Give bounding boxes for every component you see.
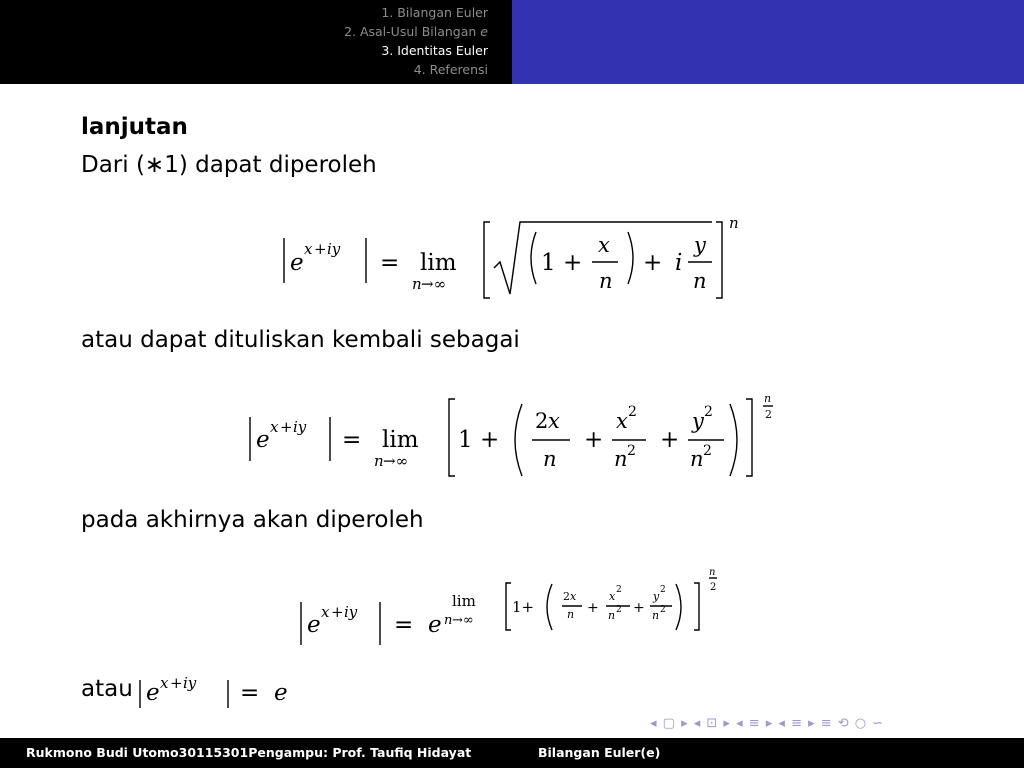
- svg-text:n: n: [543, 447, 557, 471]
- svg-text:2: 2: [616, 585, 622, 595]
- svg-text:2: 2: [660, 605, 666, 615]
- svg-text:lim: lim: [452, 592, 476, 610]
- footer-right: [512, 738, 1024, 768]
- svg-text:x: x: [548, 409, 560, 433]
- paragraph-4-text: atau: [81, 676, 133, 702]
- footer-left: [0, 738, 512, 768]
- svg-text:n: n: [729, 214, 739, 232]
- svg-text:e: e: [274, 680, 288, 706]
- nav-section-2-e: e: [480, 24, 488, 39]
- svg-text:n: n: [567, 608, 575, 621]
- svg-text:2: 2: [628, 404, 637, 420]
- svg-text:=: =: [240, 680, 260, 706]
- svg-text:e: e: [290, 250, 304, 276]
- svg-text:n: n: [764, 392, 772, 405]
- svg-text:e: e: [256, 427, 270, 453]
- svg-text:n: n: [608, 609, 616, 622]
- paragraph-3: pada akhirnya akan diperoleh: [81, 507, 424, 533]
- svg-text:iy: iy: [293, 418, 307, 436]
- beamer-nav-symbols[interactable]: ◂ ▢ ▸ ◂ ⊡ ▸ ◂ ≡ ▸ ◂ ≡ ▸ ≡ ⟲ ○ ∽: [650, 716, 885, 731]
- svg-text:2: 2: [765, 408, 772, 421]
- svg-text:2: 2: [710, 582, 717, 593]
- footer-author: Rukmono Budi Utomo30115301Pengampu: Prof. Taufiq Hidayat: [26, 745, 472, 760]
- svg-text:n: n: [412, 275, 422, 293]
- svg-text:n: n: [599, 269, 613, 293]
- svg-text:+: +: [170, 674, 183, 692]
- svg-text:+: +: [643, 250, 663, 276]
- svg-text:y: y: [694, 233, 706, 257]
- svg-text:2: 2: [563, 590, 570, 603]
- paragraph-1: Dari (∗1) dapat diperoleh: [81, 152, 377, 178]
- svg-text:2: 2: [703, 443, 712, 459]
- svg-text:+: +: [280, 418, 293, 436]
- svg-text:+: +: [660, 427, 680, 453]
- nav-section-3[interactable]: 3. Identitas Euler: [381, 43, 488, 58]
- svg-text:2: 2: [627, 443, 636, 459]
- svg-text:=: =: [394, 612, 414, 638]
- svg-text:+: +: [633, 600, 645, 616]
- svg-text:iy: iy: [344, 603, 358, 621]
- nav-section-4[interactable]: 4. Referensi: [413, 62, 488, 77]
- svg-text:=: =: [342, 427, 362, 453]
- svg-text:x: x: [160, 674, 169, 692]
- svg-text:lim: lim: [382, 427, 419, 453]
- svg-text:iy: iy: [327, 240, 341, 258]
- paragraph-2: atau dapat dituliskan kembali sebagai: [81, 327, 520, 353]
- svg-text:n: n: [690, 447, 704, 471]
- svg-text:x: x: [598, 233, 610, 257]
- svg-text:+: +: [584, 427, 604, 453]
- svg-text:2: 2: [616, 605, 622, 615]
- svg-text:x: x: [609, 590, 616, 603]
- svg-text:+: +: [331, 603, 344, 621]
- svg-text:n: n: [614, 447, 628, 471]
- svg-text:y: y: [653, 590, 660, 603]
- svg-text:x: x: [570, 590, 577, 603]
- svg-text:2: 2: [660, 585, 666, 595]
- svg-text:lim: lim: [420, 250, 457, 276]
- nav-section-1[interactable]: 1. Bilangan Euler: [381, 5, 488, 20]
- svg-text:n: n: [374, 452, 384, 470]
- svg-text:2: 2: [704, 404, 713, 420]
- footer-title: Bilangan Euler(e): [538, 745, 661, 760]
- svg-text:=: =: [380, 250, 400, 276]
- svg-text:→∞: →∞: [421, 275, 447, 293]
- frame-title: lanjutan: [81, 114, 188, 140]
- svg-text:e: e: [146, 680, 160, 706]
- svg-text:e: e: [428, 612, 442, 638]
- svg-text:n: n: [709, 567, 716, 578]
- svg-text:x: x: [616, 409, 628, 433]
- svg-text:1+: 1+: [512, 598, 535, 616]
- svg-text:→∞: →∞: [383, 452, 409, 470]
- svg-text:+: +: [587, 600, 599, 616]
- nav-section-2-label: 2. Asal-Usul Bilangan: [344, 24, 481, 39]
- svg-text:n: n: [444, 613, 453, 628]
- svg-text:→∞: →∞: [452, 613, 474, 628]
- svg-text:1 +: 1 +: [458, 427, 500, 453]
- svg-text:+: +: [314, 240, 327, 258]
- svg-text:e: e: [307, 612, 321, 638]
- svg-text:1 +: 1 +: [541, 250, 583, 276]
- svg-text:x: x: [321, 603, 330, 621]
- svg-text:2: 2: [535, 409, 549, 433]
- svg-text:x: x: [304, 240, 313, 258]
- svg-text:y: y: [692, 409, 704, 433]
- svg-text:n: n: [652, 609, 660, 622]
- svg-text:i: i: [675, 250, 683, 276]
- svg-text:x: x: [270, 418, 279, 436]
- svg-text:iy: iy: [183, 674, 197, 692]
- svg-text:n: n: [693, 269, 707, 293]
